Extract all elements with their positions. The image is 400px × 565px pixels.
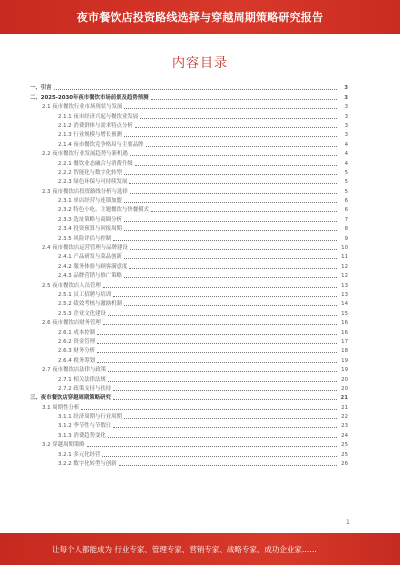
toc-entry-page: 20 bbox=[341, 385, 348, 392]
toc-leader-dots bbox=[124, 108, 337, 109]
toc-entry[interactable] bbox=[30, 251, 348, 260]
toc-entry-page: 14 bbox=[341, 301, 348, 308]
toc-entry-title: 3.1.2 季节性与节假日 bbox=[58, 423, 112, 430]
toc-entry-title: 2.2.3 绿色环保与可持续发展 bbox=[58, 179, 128, 186]
toc-entry[interactable] bbox=[30, 458, 348, 467]
toc-entry-title: 3.1.3 消费趋势变化 bbox=[58, 432, 106, 439]
toc-entry-page: 6 bbox=[344, 198, 348, 205]
toc-entry[interactable] bbox=[30, 242, 348, 251]
toc-leader-dots bbox=[81, 409, 337, 410]
toc-entry-page: 3 bbox=[344, 104, 348, 111]
toc-entry[interactable] bbox=[30, 185, 348, 194]
toc-entry-title: 2.3.5 风险评估与控制 bbox=[58, 235, 112, 242]
toc-entry-title: 2.3.2 特色小吃、主题餐饮与快餐模式 bbox=[58, 207, 149, 214]
toc-leader-dots bbox=[119, 465, 337, 466]
toc-entry-title: 2.1.4 夜市餐饮竞争格局与主要品牌 bbox=[58, 141, 144, 148]
toc-entry[interactable] bbox=[30, 213, 348, 222]
toc-entry-page: 13 bbox=[341, 291, 348, 298]
toc-entry-page: 23 bbox=[341, 423, 348, 430]
toc-entry-page: 7 bbox=[344, 216, 348, 223]
toc-entry-title: 2.4 夜市餐饮店运营管理与品牌建设 bbox=[42, 245, 128, 252]
toc-entry-page: 9 bbox=[344, 235, 348, 242]
toc-entry-title: 2.7 夜市餐饮店法律与政策 bbox=[42, 367, 107, 374]
toc-entry-page: 25 bbox=[341, 451, 348, 458]
header-banner bbox=[0, 0, 400, 34]
page-marker: 1 bbox=[346, 519, 350, 526]
toc-entry[interactable] bbox=[30, 110, 348, 119]
toc-entry-title: 3.1.1 经济周期与行业周期 bbox=[58, 414, 122, 421]
toc-entry-page: 25 bbox=[341, 442, 348, 449]
toc-leader-dots bbox=[113, 296, 337, 297]
toc-entry-page: 3 bbox=[344, 94, 348, 101]
toc-leader-dots bbox=[124, 230, 337, 231]
toc-leader-dots bbox=[129, 183, 337, 184]
toc-entry-page: 4 bbox=[344, 141, 348, 148]
toc-leader-dots bbox=[113, 427, 337, 428]
toc-entry-title: 2.3.1 单店经营与连锁加盟 bbox=[58, 198, 122, 205]
toc-entry-page: 15 bbox=[341, 310, 348, 317]
toc-leader-dots bbox=[108, 381, 337, 382]
toc-entry-page: 13 bbox=[341, 282, 348, 289]
toc-entry[interactable] bbox=[30, 279, 348, 288]
toc-entry-title: 3.2.1 多元化经营 bbox=[58, 451, 101, 458]
toc-entry-title: 二、2025-2030年夜市餐饮市场前景及趋势预测 bbox=[30, 94, 149, 101]
toc-entry-page: 18 bbox=[341, 348, 348, 355]
table-of-contents bbox=[30, 82, 348, 467]
toc-entry[interactable] bbox=[30, 336, 348, 345]
toc-entry-title: 3.1 周期性分析 bbox=[42, 404, 80, 411]
toc-entry[interactable] bbox=[30, 401, 348, 410]
toc-entry-title: 三、夜市餐饮店穿越周期策略研究 bbox=[30, 395, 111, 402]
toc-entry[interactable] bbox=[30, 392, 348, 401]
toc-entry-title: 3.2.2 数字化转型与创新 bbox=[58, 461, 117, 468]
toc-entry[interactable] bbox=[30, 82, 348, 91]
toc-entry-page: 22 bbox=[341, 414, 348, 421]
toc-entry-title: 3.2 穿越周期策略 bbox=[42, 442, 85, 449]
toc-entry-page: 21 bbox=[341, 404, 348, 411]
report-title: 夜市餐饮店投资路线选择与穿越周期策略研究报告 bbox=[76, 11, 324, 24]
toc-leader-dots bbox=[108, 437, 337, 438]
toc-entry-page: 24 bbox=[341, 432, 348, 439]
toc-entry-title: 2.5 夜市餐饮店人员管理 bbox=[42, 282, 101, 289]
toc-entry-page: 10 bbox=[341, 245, 348, 252]
toc-entry-title: 2.6.4 税务筹划 bbox=[58, 357, 95, 364]
toc-entry-page: 5 bbox=[344, 179, 348, 186]
toc-entry[interactable] bbox=[30, 148, 348, 157]
toc-entry-title: 2.7.2 政策支持与扶持 bbox=[58, 385, 112, 392]
toc-leader-dots bbox=[97, 343, 337, 344]
toc-leader-dots bbox=[146, 146, 337, 147]
toc-entry-title: 2.2 夜市餐饮行业发展趋势与新机遇 bbox=[42, 151, 128, 158]
toc-entry-page: 5 bbox=[344, 188, 348, 195]
toc-entry-page: 16 bbox=[341, 320, 348, 327]
toc-entry-title: 2.4.2 服务体验与顾客满意度 bbox=[58, 263, 128, 270]
toc-leader-dots bbox=[124, 221, 337, 222]
toc-entry[interactable] bbox=[30, 354, 348, 363]
toc-entry[interactable] bbox=[30, 232, 348, 241]
toc-leader-dots bbox=[108, 315, 337, 316]
toc-entry-title: 2.4.1 产品研发与菜品创新 bbox=[58, 254, 122, 261]
toc-entry-title: 2.6.3 财务分析 bbox=[58, 348, 95, 355]
toc-entry-title: 2.6 夜市餐饮店财务管理 bbox=[42, 320, 101, 327]
toc-entry[interactable] bbox=[30, 373, 348, 382]
toc-leader-dots bbox=[124, 277, 337, 278]
toc-entry[interactable] bbox=[30, 364, 348, 373]
toc-entry-page: 4 bbox=[344, 151, 348, 158]
toc-leader-dots bbox=[97, 334, 337, 335]
toc-entry-title: 一、引言 bbox=[30, 85, 52, 92]
toc-leader-dots bbox=[124, 258, 337, 259]
toc-entry-page: 3 bbox=[344, 132, 348, 139]
footer-banner bbox=[0, 533, 400, 565]
toc-entry[interactable] bbox=[30, 120, 348, 129]
toc-entry[interactable] bbox=[30, 289, 348, 298]
toc-leader-dots bbox=[151, 211, 337, 212]
toc-leader-dots bbox=[97, 352, 337, 353]
toc-entry[interactable] bbox=[30, 448, 348, 457]
toc-entry-page: 12 bbox=[341, 273, 348, 280]
toc-entry-title: 2.3 夜市餐饮店投资路线分析与选择 bbox=[42, 188, 128, 195]
toc-entry-page: 19 bbox=[341, 357, 348, 364]
toc-entry-title: 2.1.2 消费群体与需求特点分析 bbox=[58, 122, 133, 129]
toc-leader-dots bbox=[108, 371, 337, 372]
toc-entry-title: 2.2.2 智能化与数字化转型 bbox=[58, 169, 122, 176]
toc-leader-dots bbox=[130, 249, 337, 250]
toc-entry[interactable] bbox=[30, 411, 348, 420]
footer-slogan: 让每个人都能成为 行业专家、管理专家、营销专家、战略专家、成功企业家…… bbox=[52, 544, 317, 554]
toc-entry-page: 3 bbox=[344, 85, 348, 92]
toc-leader-dots bbox=[130, 155, 337, 156]
toc-leader-dots bbox=[103, 324, 337, 325]
toc-leader-dots bbox=[124, 174, 337, 175]
toc-entry[interactable] bbox=[30, 91, 348, 100]
toc-entry-page: 4 bbox=[344, 160, 348, 167]
toc-entry-page: 3 bbox=[344, 122, 348, 129]
toc-entry-title: 2.6.2 资金管理 bbox=[58, 338, 95, 345]
toc-entry[interactable] bbox=[30, 317, 348, 326]
toc-entry[interactable] bbox=[30, 129, 348, 138]
toc-entry-title: 2.3.3 选址策略与商圈分析 bbox=[58, 216, 122, 223]
toc-leader-dots bbox=[124, 305, 337, 306]
toc-entry[interactable] bbox=[30, 167, 348, 176]
toc-leader-dots bbox=[135, 127, 337, 128]
toc-entry[interactable] bbox=[30, 157, 348, 166]
toc-entry-page: 5 bbox=[344, 169, 348, 176]
toc-entry-title: 2.1.3 行业规模与增长预测 bbox=[58, 132, 122, 139]
toc-leader-dots bbox=[102, 456, 337, 457]
toc-entry-title: 2.4.3 品牌营销与推广策略 bbox=[58, 273, 122, 280]
toc-entry-page: 12 bbox=[341, 263, 348, 270]
toc-entry[interactable] bbox=[30, 101, 348, 110]
toc-entry-page: 11 bbox=[341, 254, 348, 261]
toc-leader-dots bbox=[97, 362, 337, 363]
toc-leader-dots bbox=[135, 165, 337, 166]
toc-entry[interactable] bbox=[30, 138, 348, 147]
toc-entry-title: 2.5.2 绩效考核与激励机制 bbox=[58, 301, 122, 308]
toc-entry-title: 2.3.4 投资预算与回报周期 bbox=[58, 226, 122, 233]
toc-entry-title: 2.1.1 夜市经济兴起与餐饮业发展 bbox=[58, 113, 139, 120]
toc-leader-dots bbox=[54, 89, 337, 90]
toc-entry[interactable] bbox=[30, 223, 348, 232]
toc-entry[interactable] bbox=[30, 260, 348, 269]
toc-entry[interactable] bbox=[30, 383, 348, 392]
toc-leader-dots bbox=[124, 202, 337, 203]
toc-entry[interactable] bbox=[30, 439, 348, 448]
toc-entry-page: 20 bbox=[341, 376, 348, 383]
toc-leader-dots bbox=[129, 268, 337, 269]
toc-leader-dots bbox=[113, 390, 337, 391]
toc-entry[interactable] bbox=[30, 307, 348, 316]
toc-entry[interactable] bbox=[30, 195, 348, 204]
toc-leader-dots bbox=[113, 240, 337, 241]
toc-entry-page: 21 bbox=[340, 395, 348, 402]
toc-entry[interactable] bbox=[30, 345, 348, 354]
toc-entry-page: 19 bbox=[341, 367, 348, 374]
toc-entry-page: 17 bbox=[341, 338, 348, 345]
toc-entry-page: 26 bbox=[341, 461, 348, 468]
toc-entry-title: 2.6.1 成本控制 bbox=[58, 329, 95, 336]
toc-entry-page: 3 bbox=[344, 113, 348, 120]
toc-entry-title: 2.2.1 餐饮业态融合与消费升级 bbox=[58, 160, 133, 167]
toc-leader-dots bbox=[130, 193, 337, 194]
toc-leader-dots bbox=[124, 136, 337, 137]
toc-entry-page: 8 bbox=[344, 226, 348, 233]
toc-leader-dots bbox=[124, 418, 337, 419]
toc-entry[interactable] bbox=[30, 204, 348, 213]
toc-entry[interactable] bbox=[30, 429, 348, 438]
toc-entry[interactable] bbox=[30, 270, 348, 279]
toc-leader-dots bbox=[151, 99, 338, 100]
toc-entry[interactable] bbox=[30, 298, 348, 307]
toc-entry[interactable] bbox=[30, 326, 348, 335]
toc-entry-page: 6 bbox=[344, 207, 348, 214]
toc-entry-title: 2.7.1 相关法律法规 bbox=[58, 376, 106, 383]
toc-entry-page: 16 bbox=[341, 329, 348, 336]
toc-entry-title: 2.5.1 员工招聘与培训 bbox=[58, 291, 112, 298]
toc-leader-dots bbox=[113, 399, 337, 400]
toc-heading: 内容目录 bbox=[171, 56, 228, 71]
toc-leader-dots bbox=[87, 446, 337, 447]
toc-leader-dots bbox=[140, 118, 337, 119]
toc-entry[interactable] bbox=[30, 420, 348, 429]
toc-entry-title: 2.1 夜市餐饮行业市场现状与发展 bbox=[42, 104, 123, 111]
toc-leader-dots bbox=[103, 287, 337, 288]
toc-entry-title: 2.5.3 企业文化建设 bbox=[58, 310, 106, 317]
toc-entry[interactable] bbox=[30, 176, 348, 185]
